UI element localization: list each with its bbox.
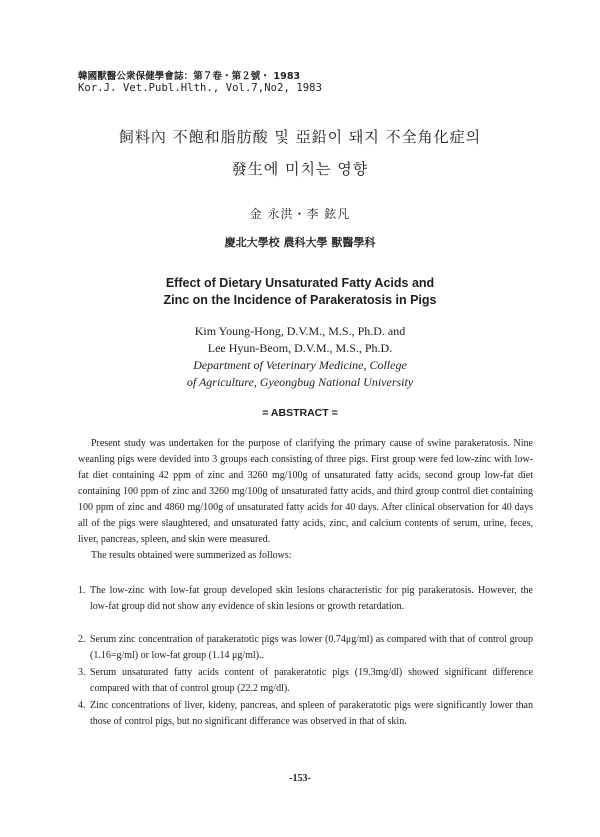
korean-institution: 慶北大學校 農科大學 獸醫學科 xyxy=(224,236,376,249)
journal-citation-korean: 韓國獸醫公衆保健學會誌：第７卷・第２號・ 1983 xyxy=(78,71,301,82)
result-text: Zinc concentrations of liver, kideny, pancreas, and spleen of parakeratotic pigs were significantly lower than those of control pigs, but no significant differance was observed in that of skin. xyxy=(90,700,533,727)
korean-authors: 金 永洪・李 鉉凡 xyxy=(249,207,351,221)
result-item-2 xyxy=(78,632,533,664)
journal-citation-english: Kor.J. Vet.Publ.Hlth., Vol.7,No2, 1983 xyxy=(78,82,323,94)
abstract-heading: = ABSTRACT = xyxy=(262,407,338,419)
english-department-line-2: of Agriculture, Gyeongbug National University xyxy=(186,375,414,389)
result-text: The low-zinc with low-fat group developed skin lesions characteristic for pig parakeratosis. However, the low-fat group did not show any evidence of skin lesions or growth retardation. xyxy=(90,585,533,612)
result-number: 1. xyxy=(78,585,86,596)
english-title-line-2: Zinc on the Incidence of Parakeratosis in Pigs xyxy=(163,293,437,307)
result-number: 2. xyxy=(78,634,86,645)
page-number: -153- xyxy=(289,773,311,784)
abstract-paragraph: Present study was undertaken for the purpose of clarifying the primary cause of swine parakeratosis. Nine weanling pigs were devided into 3 groups each consisting of three pigs. First group were fed low-zinc with low-fat diet containing 42 ppm of zinc and 3260 mg/100g of unsaturated fatty acids, second group low-fat diet containing 100 ppm of zinc and 3260 mg/100g of unsaturated fatty acids, and third group control diet containing 100 ppm of zinc and 4860 mg/100g of unsaturated fatty acids for 40 days. After clinical observation for 40 days all of the pigs were slaughtered, and unsaturated fatty acids, zinc, and calcium contents of serum, urine, feces, liver, pancreas, spleen, and skin were measured. xyxy=(78,438,533,545)
result-text: Serum zinc concentration of parakeratotic pigs was lower (0.74μg/ml) as compared with that of control group (1.16=g/ml) or low-fat group (1.14 μg/ml).. xyxy=(90,634,533,661)
english-authors-line-2: Lee Hyun-Beom, D.V.M., M.S., Ph.D. xyxy=(207,341,393,355)
english-title-line-1: Effect of Dietary Unsaturated Fatty Acids and xyxy=(165,276,435,290)
english-department-line-1: Department of Veterinary Medicine, College xyxy=(193,358,407,372)
result-item-3 xyxy=(78,665,533,697)
result-number: 3. xyxy=(78,667,86,678)
result-item-1 xyxy=(78,583,533,615)
result-text: Serum unsaturated fatty acids content of parakeratotic pigs (19.3mg/dl) showed significant difference compared with that of control group (22.2 mg/dl). xyxy=(90,667,533,694)
results-intro: The results obtained were summerized as follows: xyxy=(91,550,292,561)
english-authors-line-1: Kim Young-Hong, D.V.M., M.S., Ph.D. and xyxy=(194,324,406,338)
result-item-4 xyxy=(78,698,533,730)
korean-title-line-2: 發生에 미치는 영향 xyxy=(231,160,369,178)
abstract-body xyxy=(78,436,533,564)
result-number: 4. xyxy=(78,700,86,711)
korean-title-line-1: 飼料內 不飽和脂肪酸 및 亞鉛이 돼지 不全角化症의 xyxy=(118,128,482,146)
